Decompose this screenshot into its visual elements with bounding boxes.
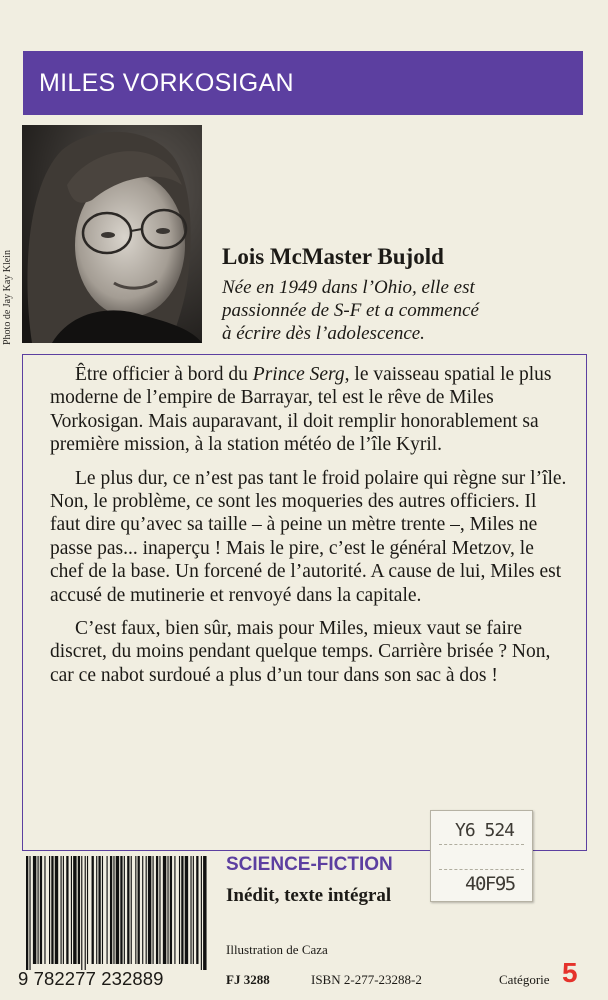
barcode-bar — [131, 856, 132, 964]
summary-p1-before: Être officier à bord du — [75, 364, 253, 385]
barcode-bar — [49, 856, 50, 964]
barcode-bar — [156, 856, 158, 964]
barcode-bar — [33, 856, 36, 964]
barcode-bar — [85, 856, 86, 970]
author-name: Lois McMaster Bujold — [222, 244, 444, 269]
barcode-bar — [201, 856, 202, 970]
summary-paragraph-3: C’est faux, bien sûr, mais pour Miles, mieux vaut se faire discret, du moins pendant quelque temps. Carrière brisée ? Non, car ce nabot surdoué a plus d’un tour dans son sac à dos ! — [50, 618, 551, 686]
photo-credit: Photo de Jay Kay Klein — [2, 250, 13, 345]
barcode-bar — [66, 856, 68, 964]
barcode-bar — [142, 856, 143, 964]
barcode-bar — [29, 856, 30, 970]
barcode-bar — [71, 856, 72, 964]
ship-name: Prince Serg — [252, 364, 345, 385]
barcode-bar — [181, 856, 183, 964]
category-label: Catégorie — [499, 972, 550, 987]
barcode-bar — [102, 856, 103, 964]
barcode-bar — [146, 856, 147, 964]
isbn: ISBN 2-277-23288-2 — [311, 972, 422, 987]
sticker-rule — [439, 844, 524, 845]
sticker-rule — [439, 869, 524, 870]
barcode-bar — [174, 856, 175, 964]
summary-box — [22, 354, 587, 851]
barcode-bar — [61, 856, 62, 964]
category-number: 5 — [562, 957, 578, 988]
barcode-bar — [107, 856, 108, 964]
barcode-bar — [73, 856, 76, 964]
barcode-bar — [26, 856, 28, 970]
barcode-bar — [167, 856, 168, 964]
barcode-bar — [124, 856, 125, 964]
summary-text — [50, 363, 570, 687]
barcode-bar — [98, 856, 100, 964]
catalog-code: FJ 3288 — [226, 972, 270, 987]
barcode-bar — [153, 856, 154, 964]
barcode-bar — [38, 856, 39, 964]
series-band — [23, 51, 583, 115]
barcode-bar — [148, 856, 151, 964]
author-bio-line: Née en 1949 dans l’Ohio, elle est — [222, 277, 475, 298]
price-sticker — [430, 810, 533, 902]
barcode-bar — [190, 856, 191, 964]
barcode-digits: 9 782277 232889 — [18, 968, 164, 989]
barcode-bar — [96, 856, 97, 964]
barcode-bar — [120, 856, 122, 964]
barcode-bar — [203, 856, 206, 970]
author-bio-line: passionnée de S-F et a commencé — [222, 300, 479, 321]
barcode-bar — [159, 856, 160, 964]
barcode-bar — [135, 856, 136, 964]
edition-label: Inédit, texte intégral — [226, 885, 392, 906]
barcode — [18, 856, 210, 970]
sticker-price: 40F95 — [465, 873, 515, 895]
barcode-bar — [81, 856, 82, 970]
barcode-bar — [92, 856, 94, 964]
author-bio — [222, 276, 502, 345]
barcode-bar — [40, 856, 42, 964]
barcode-bar — [44, 856, 45, 964]
author-bio-line: à écrire dès l’adolescence. — [222, 323, 425, 344]
sticker-code: Y6 524 — [455, 820, 515, 841]
barcode-bar — [193, 856, 194, 964]
barcode-bar — [170, 856, 172, 964]
genre-label: SCIENCE-FICTION — [226, 854, 393, 875]
barcode-bar — [113, 856, 114, 964]
series-title: MILES VORKOSIGAN — [39, 69, 294, 97]
barcode-bar — [51, 856, 53, 964]
barcode-bar — [78, 856, 80, 964]
summary-p1-after: , le vaisseau spatial le plus moderne de l’empire de Barrayar, tel est le rêve de Miles Vorkosigan. Mais auparavant, il doit remplir honorablement sa première mission, à la station météo de l’île Kyril. — [50, 364, 552, 456]
barcode-bar — [63, 856, 64, 964]
author-photo — [22, 125, 202, 343]
barcode-bar — [196, 856, 198, 964]
summary-paragraph-1 — [50, 363, 570, 457]
illustration-credit: Illustration de Caza — [226, 942, 328, 957]
barcode-bar — [138, 856, 140, 964]
barcode-bar — [116, 856, 119, 964]
barcode-bar — [110, 856, 112, 964]
barcode-bar — [179, 856, 180, 964]
summary-paragraph-2: Le plus dur, ce n’est pas tant le froid polaire qui règne sur l’île. Non, le problème, ce sont les moqueries des autres officiers. Il faut dire qu’avec sa taille – à peine un mètre trente –, Miles ne passe pas... inaperçu ! Mais le pire, c’est le général Metzov, le chef de la base. Un forcené de l’autorité. A cause de lui, Miles est accusé de mutinerie et renvoyé dans la capitale. — [50, 467, 567, 606]
barcode-bar — [55, 856, 58, 964]
barcode-bar — [127, 856, 129, 964]
barcode-bar — [87, 856, 88, 964]
barcode-bar — [185, 856, 188, 964]
barcode-bar — [163, 856, 166, 964]
